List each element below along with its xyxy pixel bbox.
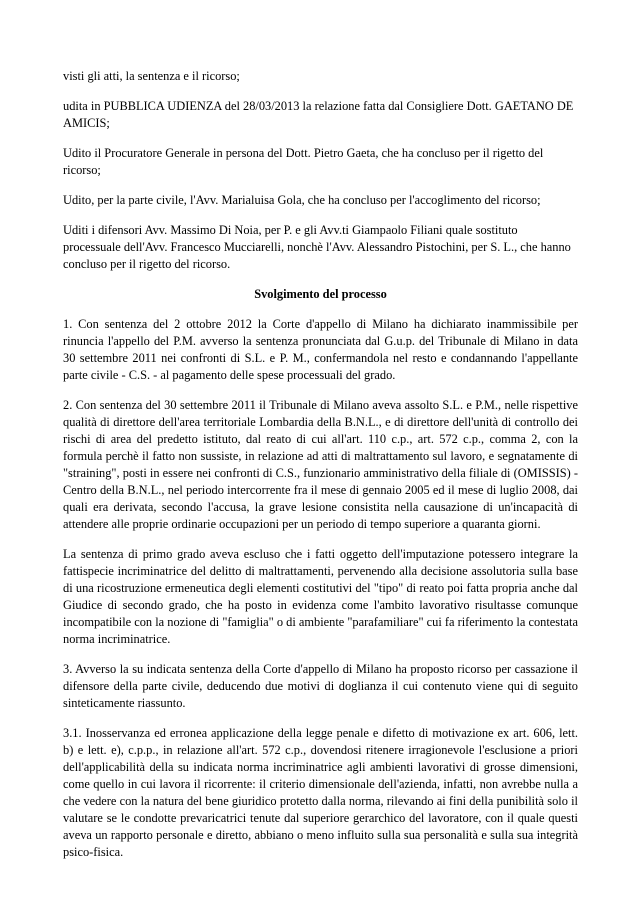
document-page (63, 68, 578, 874)
body-paragraph-3: La sentenza di primo grado aveva escluso che i fatti oggetto dell'imputazione potessero integrare la fattispecie incriminatrice del delitto di maltrattamenti, pervenendo alla decisione assolutoria sulla base di una ricostruzione ermeneutica degli elementi costitutivi del "tipo" di reato poi fatta propria anche dal Giudice di secondo grado, che ha posto in evidenza come l'ambito lavorativo risultasse comunque incompatibile con la nozione di "famiglia" o di ambiente "parafamiliare" cui fa riferimento la contestata norma incriminatrice. (63, 547, 578, 646)
body-paragraph-5: 3.1. Inosservanza ed erronea applicazione della legge penale e difetto di motivazione ex art. 606, lett. b) e lett. e), c.p.p., in relazione all'art. 572 c.p., dovendosi ritenere irragionevole l'esclusione a priori dell'applicabilità della su indicata norma incriminatrice agli ambienti lavorativi di grosse dimensioni, come quello in cui lavora il ricorrente: il criterio dimensionale dell'azienda, infatti, non avrebbe nulla a che vedere con la natura del bene giuridico protetto dalla norma, rilevando ai fini della punibilità solo il valutare se le condotte prevaricatrici tenute dal superiore gerarchico del lavoratore, con il quale questi aveva un rapporto personale e diretto, abbiano o meno influito sulla sua personalità e sulla sua integrità psico-fisica. (63, 726, 578, 859)
body-paragraph-4: 3. Avverso la su indicata sentenza della Corte d'appello di Milano ha proposto ricorso per cassazione il difensore della parte civile, deducendo due motivi di doglianza il cui contenuto viene qui di seguito sinteticamente riassunto. (63, 662, 578, 710)
section-title: Svolgimento del processo (254, 287, 387, 301)
body-paragraph-1: 1. Con sentenza del 2 ottobre 2012 la Corte d'appello di Milano ha dichiarato inammissibile per rinuncia l'appello del P.M. avverso la sentenza pronunciata dal G.u.p. del Tribunale di Milano in data 30 settembre 2011 nei confronti di S.L. e P. M., confermandola nel resto e condannando l'appellante parte civile - C.S. - al pagamento delle spese processuali del grado. (63, 317, 578, 382)
intro-paragraph-1: visti gli atti, la sentenza e il ricorso; (63, 69, 240, 83)
intro-paragraph-4: Udito, per la parte civile, l'Avv. Marialuisa Gola, che ha concluso per l'accoglimento del ricorso; (63, 193, 541, 207)
intro-paragraph-2: udita in PUBBLICA UDIENZA del 28/03/2013 la relazione fatta dal Consigliere Dott. GAETANO DE AMICIS; (63, 99, 574, 130)
intro-paragraph-3: Udito il Procuratore Generale in persona del Dott. Pietro Gaeta, che ha concluso per il rigetto del ricorso; (63, 146, 544, 177)
body-paragraph-2: 2. Con sentenza del 30 settembre 2011 il Tribunale di Milano aveva assolto S.L. e P.M., nelle rispettive qualità di direttore dell'area territoriale Lombardia della B.N.L., e di direttore dell'unità di controllo dei rischi di area del predetto istituto, dal reato di cui all'art. 110 c.p., art. 572 c.p., comma 2, con la formula perchè il fatto non sussiste, in relazione ad atti di maltrattamento sul lavoro, e segnatamente di "straining", posti in essere nei confronti di C.S., funzionario amministrativo della filiale di (OMISSIS) - Centro della B.N.L., nel periodo intercorrente fra il mese di gennaio 2005 ed il mese di luglio 2008, dai quali era derivata, secondo l'accusa, la grave lesione consistita nella causazione di un'incapacità di attendere alle proprie ordinarie occupazioni per un periodo di tempo superiore a quaranta giorni. (63, 398, 578, 531)
intro-paragraph-5: Uditi i difensori Avv. Massimo Di Noia, per P. e gli Avv.ti Giampaolo Filiani quale sostituto processuale dell'Avv. Francesco Mucciarelli, nonchè l'Avv. Alessandro Pistochini, per S. L., che hanno concluso per il rigetto del ricorso. (63, 223, 571, 271)
